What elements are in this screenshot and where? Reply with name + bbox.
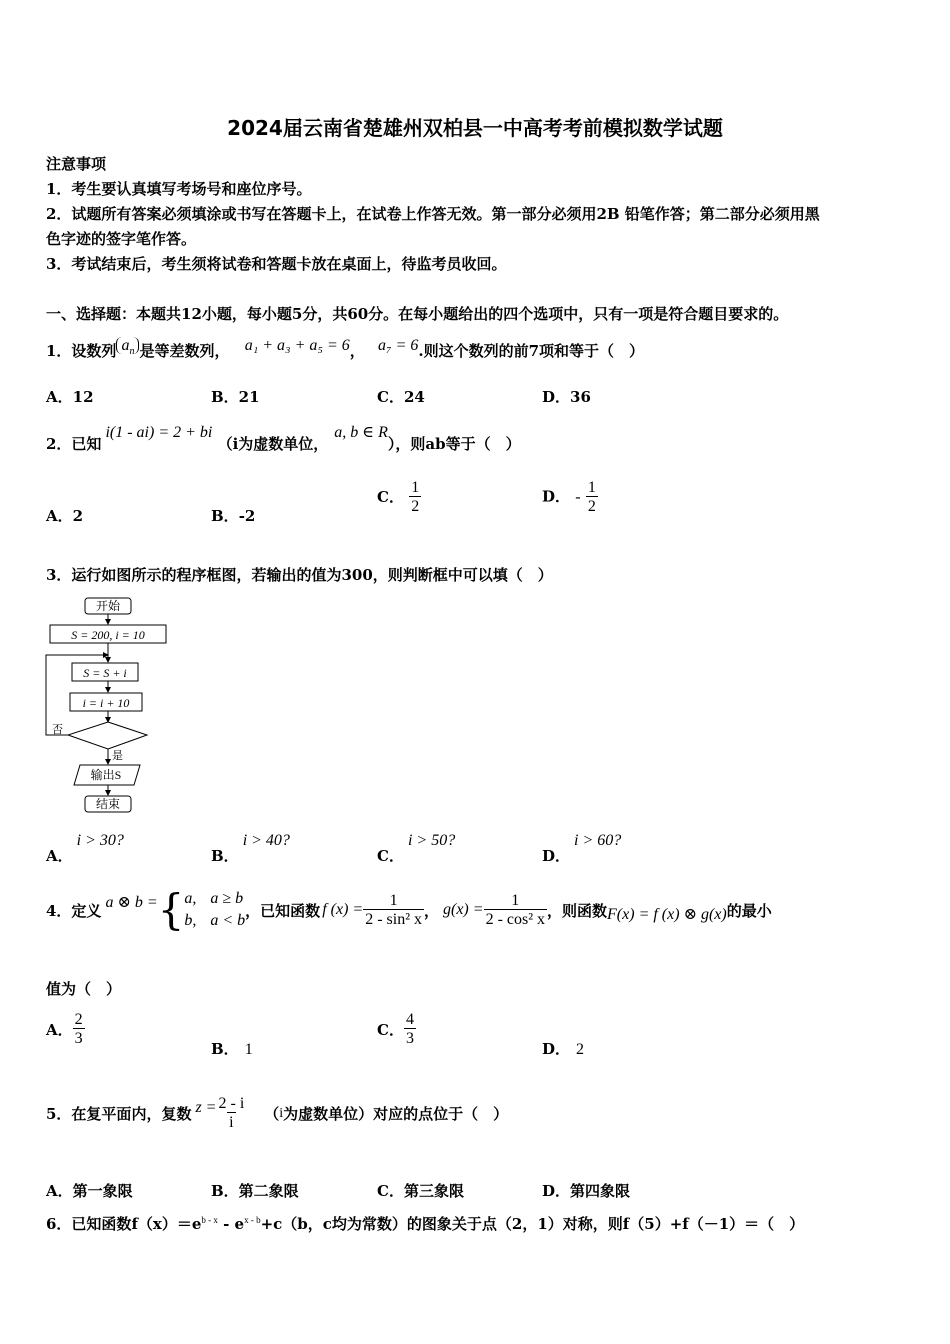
q1-prefix: 1．设数列 [46, 342, 117, 360]
q4-mid2: ，则函数 [547, 901, 608, 920]
q4-suffix: 的最小 [726, 901, 772, 920]
flow-step2: i = i + 10 [82, 696, 130, 710]
question-3: 3．运行如图所示的程序框图，若输出的值为300，则判断框中可以填（ ） [46, 566, 553, 584]
q4-option-a-fraction: $\frac{2}{3}$ [74, 1011, 83, 1047]
question-1 [46, 337, 645, 363]
q5-i-symbol: i [279, 1105, 284, 1121]
page-title: 2024届云南省楚雄州双柏县一中高考考前模拟数学试题 [227, 116, 723, 140]
q4-prefix: 4．定义 [46, 901, 102, 920]
q4-option-c: C． $\frac{4}{3}$ [377, 1011, 414, 1047]
notice-item: 3．考试结束后，考生须将试卷和答题卡放在桌面上，待监考员收回。 [46, 255, 507, 273]
question-2 [46, 424, 521, 454]
q2-suffix: ），则ab等于（ ） [387, 435, 521, 453]
q4-g-left: g(x) = [443, 901, 484, 919]
question-5: 5．在复平面内，复数 z = $\frac{2 - i}{i}$ （ i 为虚数单位）对应的点位于（ ） [46, 1095, 509, 1131]
q4-option-a: A． $\frac{2}{3}$ [46, 1011, 83, 1047]
q2-option-b: B．-2 [211, 507, 256, 525]
flow-no-label: 否 [52, 724, 63, 736]
q5-option-d: D．第四象限 [542, 1182, 631, 1200]
q4-mid1: ，已知函数 [245, 901, 321, 920]
flow-init: S = 200, i = 10 [71, 628, 145, 642]
q4-F-equation: F(x) = f (x) ⊗ g(x) [607, 906, 727, 924]
q2-option-d: D． - $\frac{1}{2}$ [542, 479, 596, 515]
q5-z-left: z = [195, 1098, 217, 1116]
q3-option-a: A．i > 30? [46, 832, 124, 865]
notice-item: 色字迹的签字笔作答。 [46, 230, 197, 248]
q2-condition: a, b ∈ R [334, 424, 388, 441]
q2-equation: i(1 - ai) = 2 + bi [105, 424, 213, 441]
q4-comma: ， [423, 901, 439, 920]
q1-option-b: B．21 [211, 388, 260, 406]
q1-eq1: a₁ + a₃ + a₅ = 6 [244, 337, 350, 354]
q5-option-b: B．第二象限 [211, 1182, 299, 1200]
q1-eq2: a₇ = 6 [378, 337, 419, 354]
flow-yes-label: 是 [112, 750, 123, 762]
q5-option-a: A．第一象限 [46, 1182, 133, 1200]
q2-option-d-fraction: $\frac{1}{2}$ [587, 479, 596, 515]
notice-heading: 注意事项 [46, 155, 107, 173]
q1-sequence: $a_n$ [116, 337, 139, 354]
q1-option-c: C．24 [377, 388, 425, 406]
q1-suffix: .则这个数列的前7项和等于（ ） [418, 342, 645, 360]
q2-option-c: C． $\frac{1}{2}$ [377, 479, 420, 515]
q2-mid: （i为虚数单位， [217, 435, 329, 453]
flow-decision [68, 722, 147, 749]
notice-item: 1．考生要认真填写考场号和座位序号。 [46, 180, 312, 198]
section-heading: 一、选择题：本题共12小题，每小题5分，共60分。在每小题给出的四个选项中，只有一项是符合题目要求的。 [46, 305, 789, 323]
q2-option-c-fraction: $\frac{1}{2}$ [411, 479, 420, 515]
q1-mid: 是等差数列， [139, 342, 230, 360]
q4-g-fraction: $\frac{1}{\text{2 - cos² x}}$ [485, 891, 546, 928]
q3-option-c: C．i > 50? [377, 832, 456, 865]
q4-brace: { [157, 885, 185, 935]
q5-suffix: 为虚数单位）对应的点位于（ ） [283, 1105, 509, 1123]
notice-item: 2．试题所有答案必须填涂或书写在答题卡上，在试卷上作答无效。第一部分必须用2B 铅笔作答；第二部分必须用黑 [46, 205, 820, 223]
q5-option-c: C．第三象限 [377, 1182, 464, 1200]
q4-cases: a, a ≥ b b, a < b [184, 890, 246, 930]
question-6: 6．已知函数$f(x)=e^{b - x} - e^{x - b}+c(b$，c均为常数）的图象关于点（2，1）对称，则f（5）+f（－1）＝（ ） [46, 1215, 805, 1233]
q4-option-b: B． 1 [211, 1040, 253, 1058]
flow-output: 输出S [90, 768, 122, 782]
q5-fraction: $\frac{2 - i}{i}$ [218, 1095, 245, 1131]
q3-option-d: D．i > 60? [542, 832, 622, 865]
q4-option-c-fraction: $\frac{4}{3}$ [405, 1011, 414, 1047]
question-4 [46, 885, 772, 935]
flow-end: 结束 [95, 797, 121, 811]
q1-option-d: D．36 [542, 388, 591, 406]
q2-option-a: A．2 [46, 507, 84, 525]
q4-line2: 值为（ ） [46, 980, 122, 998]
q2-prefix: 2．已知 [46, 435, 102, 453]
q1-comma: ， [349, 342, 365, 360]
q1-option-a: A．12 [46, 388, 94, 406]
q4-def-left: a ⊗ b = [105, 894, 158, 912]
flowchart [40, 592, 180, 822]
q5-prefix: 5．在复平面内，复数 [46, 1105, 192, 1123]
flow-step1: S = S + i [83, 666, 127, 680]
q4-f-left: f (x) = [322, 901, 364, 919]
flow-start: 开始 [95, 599, 121, 613]
q4-f-fraction: $\frac{1}{\text{2 - sin² x}}$ [365, 891, 422, 928]
q4-option-d: D． 2 [542, 1040, 585, 1058]
q3-option-b: B．i > 40? [211, 832, 290, 865]
